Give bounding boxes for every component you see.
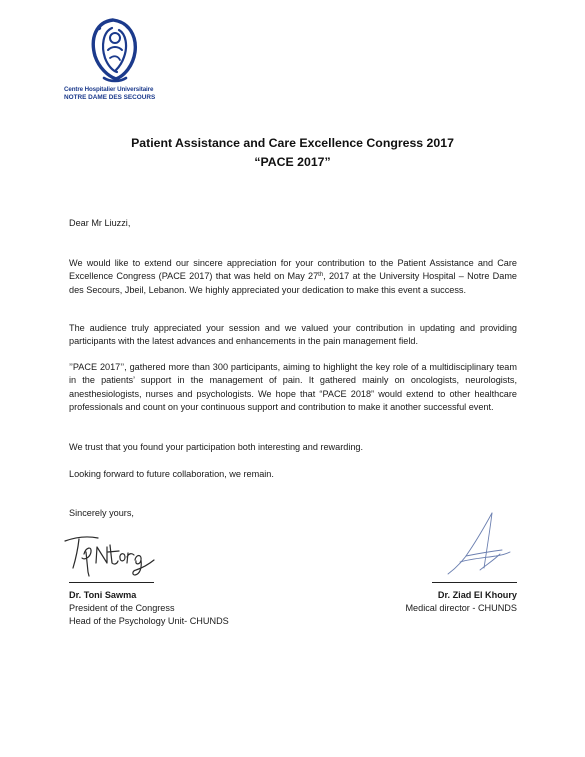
hospital-logo <box>64 16 164 101</box>
signatory-left-title1: President of the Congress <box>69 602 175 613</box>
letter-title: Patient Assistance and Care Excellence Congress 2017 <box>131 136 454 150</box>
paragraph-looking-forward: Looking forward to future collaboration, we remain. <box>69 469 274 479</box>
paragraph-appreciation-part2: , 2017 at the University Hospital – Notre Dame des Secours, Jbeil, Lebanon. We highly appreciated your dedication to make this event a success. <box>69 271 517 295</box>
signature-left <box>62 530 158 583</box>
signatory-right <box>405 589 517 615</box>
letter-subtitle: “PACE 2017” <box>254 155 331 169</box>
signature-line-right <box>432 582 517 583</box>
date-superscript: th <box>318 272 324 279</box>
closing: Sincerely yours, <box>69 508 134 518</box>
signature-line-left <box>69 582 154 583</box>
signatory-right-name: Dr. Ziad El Khoury <box>437 590 517 600</box>
signatory-left-name: Dr. Toni Sawma <box>69 590 137 600</box>
signatory-left <box>69 589 229 627</box>
logo-text-line1: Centre Hospitalier Universitaire <box>64 86 154 93</box>
logo-text-line2: NOTRE DAME DES SECOURS <box>64 94 156 101</box>
hospital-emblem-icon <box>86 16 142 84</box>
paragraph-appreciation <box>69 257 517 297</box>
signatory-right-title1: Medical director - CHUNDS <box>405 602 517 613</box>
paragraph-appreciation-part1: We would like to extend our sincere appreciation for your contribution to the Patient Assistance and Care Excellence Congress (PACE 2017) that was held on May 27 <box>69 258 517 282</box>
signatory-left-title2: Head of the Psychology Unit- CHUNDS <box>69 615 229 626</box>
paragraph-audience: The audience truly appreciated your session and we valued your contribution in updating and providing participants with the latest advances and enhancements in the pain management field. <box>69 323 517 347</box>
paragraph-trust: We trust that you found your participation both interesting and rewarding. <box>69 442 364 452</box>
signature-right <box>440 510 520 585</box>
salutation: Dear Mr Liuzzi, <box>69 218 131 228</box>
paragraph-pace: ’’PACE 2017’’, gathered more than 300 participants, aiming to highlight the key role of a multidisciplinary team in the patients’ support in the management of pain. It gathered mainly on oncologists, neurologists, anesthesiologists, nurses and psychologists. We hope that “PACE 2018” would extend to other healthcare professionals and count on your continuous support and contribution to make it another successful event. <box>69 362 517 413</box>
